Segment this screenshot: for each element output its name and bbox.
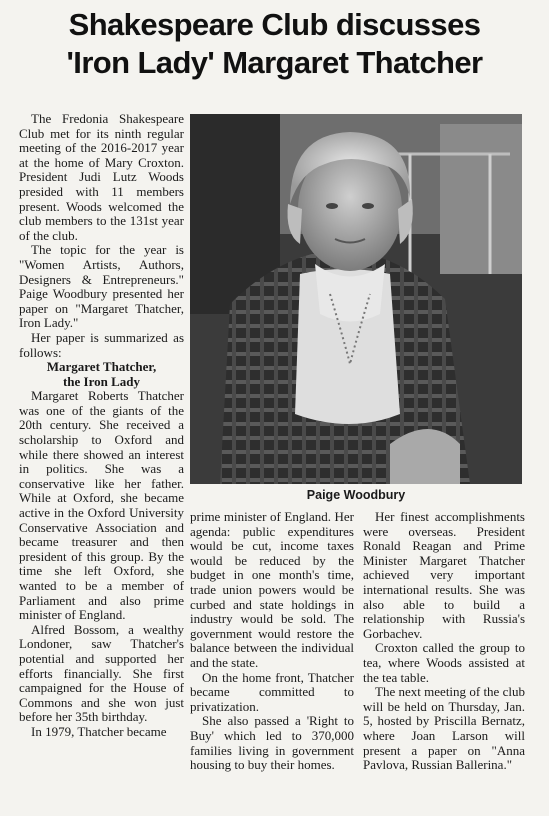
paragraph: Margaret Roberts Thatcher was one of the giants of the 20th century. She received a scholarship to Oxford and while there showed an interest in politics. She was a conservative like her father. While at Oxford, she became active in the Oxford University Conservative Association and became treasurer and then president of this group. By the time she left Oxford, she wanted to be a member of Parliament and also prime minister of England. <box>19 388 184 623</box>
paragraph: The next meeting of the club will be held on Thursday, Jan. 5, hosted by Priscilla Bernatz, where Joan Larson will present a paper on "Anna Pavlova, Russian Ballerina." <box>363 684 525 773</box>
paragraph: The topic for the year is "Women Artists, Authors, Designers & Entrepreneurs." Paige Woodbury presented her paper on "Margaret Thatcher, Iron Lady." <box>19 242 184 331</box>
article-column-2 <box>190 510 354 773</box>
article-column-3 <box>363 510 525 773</box>
portrait-photo-image <box>190 114 522 484</box>
paragraph: The Fredonia Shakespeare Club met for its ninth regular meeting of the 2016-2017 year at the home of Mary Croxton. President Judi Lutz Woods presided with 11 members present. Woods welcomed the club members to the 131st year of the club. <box>19 111 184 243</box>
paragraph: Croxton called the group to tea, where Woods assisted at the tea table. <box>363 640 525 685</box>
headline <box>0 6 549 82</box>
portrait-photo <box>190 114 522 484</box>
article-column-1 <box>19 112 184 740</box>
subhead-line-1: Margaret Thatcher, <box>46 359 157 375</box>
headline-line-1: Shakespeare Club discusses <box>68 7 481 42</box>
paragraph: In 1979, Thatcher became <box>31 723 167 739</box>
headline-line-2: 'Iron Lady' Margaret Thatcher <box>66 45 483 80</box>
subhead-line-2: the Iron Lady <box>62 373 141 389</box>
photo-caption: Paige Woodbury <box>306 488 406 502</box>
paragraph: Her finest accomplishments were overseas. President Ronald Reagan and Prime Minister Margaret Thatcher achieved very important international results. She was also able to build a relationship with Russia's Gorbachev. <box>363 509 525 641</box>
paragraph: prime minister of England. Her agenda: public expenditures would be cut, income taxes would be reduced by the budget in one month's time, trade union powers would be curbed and state holdings in industry would be sold. The government would restore the balance between the individual and the state. <box>190 509 354 670</box>
section-subhead <box>19 360 184 389</box>
paragraph: Her paper is summarized as follows: <box>19 329 184 360</box>
paragraph: She also passed a 'Right to Buy' which led to 370,000 families living in government housing to buy their homes. <box>190 713 354 773</box>
paragraph: Alfred Bossom, a wealthy Londoner, saw Thatcher's potential and supported her efforts financially. She first campaigned for the House of Commons and she won just before her 35th birthday. <box>19 621 184 725</box>
paragraph: On the home front, Thatcher became committed to privatization. <box>190 669 354 714</box>
